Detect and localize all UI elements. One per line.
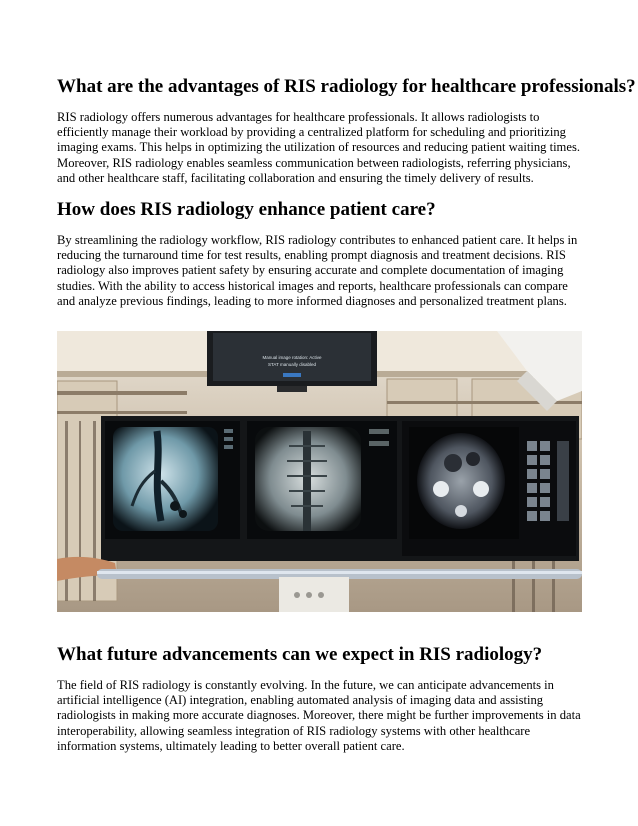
paragraph-future <box>57 678 583 754</box>
text-line: and analyze previous findings, leading to more informed diagnoses and personalized treatment plans. <box>57 293 567 308</box>
text-line: Moreover, RIS radiology enables seamless communication between radiologists, referring physicians, <box>57 155 571 170</box>
screen-text-line: Manual image rotation: Active <box>262 355 322 360</box>
text-line: radiology also improves patient safety by ensuring accurate and complete documentation of imaging <box>57 263 564 278</box>
text-line: and other healthcare staff, facilitating collaboration and ensuring the timely delivery of results. <box>57 170 534 185</box>
text-line: interoperability, allowing seamless integration of RIS radiology systems with other healthcare <box>57 723 531 738</box>
text-line: radiologists in making more accurate diagnoses. Moreover, there might be further improvements in data <box>57 708 581 723</box>
text-line: By streamlining the radiology workflow, RIS radiology contributes to enhanced patient care. It helps in <box>57 233 578 247</box>
heading-patient-care: How does RIS radiology enhance patient care? <box>57 199 436 220</box>
text-line: studies. With the ability to access historical images and reports, healthcare professionals can compare <box>57 278 568 293</box>
text-line: efficiently manage their workload by providing a centralized platform for scheduling and prioritizing <box>57 125 566 140</box>
heading-advantages: What are the advantages of RIS radiology for healthcare professionals? <box>57 76 636 97</box>
paragraph-patient-care <box>57 233 583 309</box>
text-line: information systems, ultimately leading to better overall patient care. <box>57 738 405 753</box>
heading-future: What future advancements can we expect in RIS radiology? <box>57 644 543 665</box>
text-line: imaging exams. This helps in optimizing the utilization of resources and reducing patient waiting times. <box>57 140 580 155</box>
paragraph-advantages <box>57 110 583 186</box>
screen-text-line: STAT manually disabled <box>267 362 317 367</box>
text-line: artificial intelligence (AI) integration, enabling automated analysis of imaging data and assisting <box>57 693 544 708</box>
radiology-monitors-photo <box>57 331 582 612</box>
text-line: reducing the turnaround time for test results, enabling prompt diagnosis and treatment decisions. RIS <box>57 248 566 263</box>
text-line: The field of RIS radiology is constantly evolving. In the future, we can anticipate advancements in <box>57 678 554 692</box>
text-line: RIS radiology offers numerous advantages for healthcare professionals. It allows radiologists to <box>57 110 540 124</box>
